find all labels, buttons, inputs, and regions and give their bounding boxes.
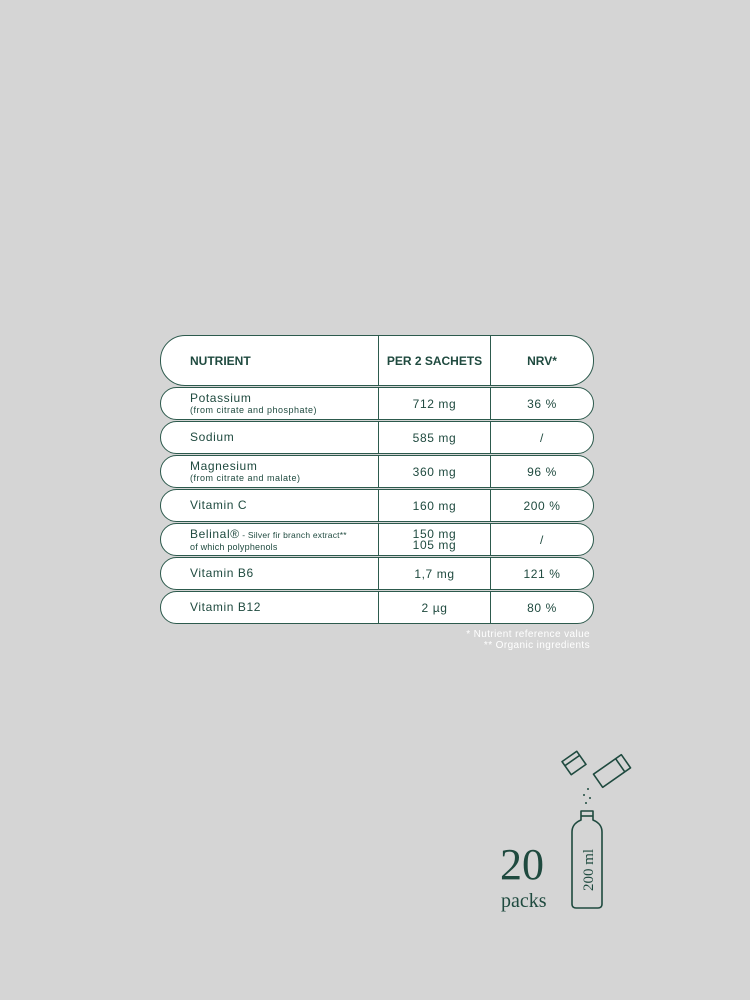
amount-cell: 585 mg xyxy=(379,422,491,453)
nutrient-cell xyxy=(161,558,379,589)
amount-cell: 712 mg xyxy=(379,388,491,419)
nutrient-name: Magnesium xyxy=(190,459,258,473)
amount-value-polyphenols: 105 mg xyxy=(412,537,457,552)
nutrition-table xyxy=(160,335,594,625)
nutrient-name: Vitamin B12 xyxy=(190,600,262,614)
amount-stack xyxy=(412,526,457,552)
amount-cell xyxy=(379,524,491,555)
nrv-cell: / xyxy=(540,532,544,547)
nutrient-source: of which polyphenols xyxy=(190,541,278,552)
nrv-cell: 121 % xyxy=(523,566,561,581)
nutrient-cell xyxy=(161,524,379,555)
table-row xyxy=(160,591,594,624)
footnote-organic: ** Organic ingredients xyxy=(483,640,590,651)
table-row xyxy=(160,523,594,556)
nutrient-cell xyxy=(161,422,379,453)
packs-label: packs xyxy=(501,890,547,912)
header-nutrient: NUTRIENT xyxy=(161,336,379,385)
nrv-cell: 200 % xyxy=(523,498,561,513)
nutrient-cell xyxy=(161,490,379,521)
nutrient-cell xyxy=(161,592,379,623)
sachet-icon xyxy=(593,755,630,788)
header-nrv: NRV* xyxy=(527,353,557,368)
nrv-cell: 96 % xyxy=(527,464,557,479)
nutrient-name: Potassium xyxy=(190,391,252,405)
table-row xyxy=(160,455,594,488)
bottle-volume-label: 200 ml xyxy=(581,848,597,891)
nutrient-name xyxy=(190,528,347,542)
nutrient-cell xyxy=(161,388,379,419)
powder-dots xyxy=(583,788,591,804)
sachet-icon xyxy=(562,751,586,774)
footnotes xyxy=(466,629,590,651)
nutrient-name: Vitamin C xyxy=(190,498,248,512)
packs-count: 20 xyxy=(500,840,544,889)
table-row xyxy=(160,387,594,420)
nutrient-cell xyxy=(161,456,379,487)
amount-cell: 360 mg xyxy=(379,456,491,487)
amount-cell: 1,7 mg xyxy=(379,558,491,589)
table-row xyxy=(160,489,594,522)
nutrient-name: Sodium xyxy=(190,430,235,444)
belinal-description: - Silver fir branch extract** xyxy=(239,529,347,540)
nutrient-source: (from citrate and phosphate) xyxy=(190,405,318,415)
sachet-bottle-icon xyxy=(560,745,640,915)
table-header-row xyxy=(160,335,594,386)
nutrient-source: (from citrate and malate) xyxy=(190,473,301,483)
amount-cell: 160 mg xyxy=(379,490,491,521)
nutrient-name: Vitamin B6 xyxy=(190,566,254,580)
belinal-name: Belinal® xyxy=(190,526,240,541)
nrv-cell: 80 % xyxy=(527,600,557,615)
table-row xyxy=(160,421,594,454)
header-per-sachets: PER 2 SACHETS xyxy=(379,336,491,385)
amount-value: 150 mg xyxy=(412,526,457,541)
amount-cell: 2 µg xyxy=(379,592,491,623)
nrv-cell: 36 % xyxy=(527,396,557,411)
nrv-cell: / xyxy=(540,430,544,445)
table-row xyxy=(160,557,594,590)
footnote-nrv: * Nutrient reference value xyxy=(466,629,590,640)
